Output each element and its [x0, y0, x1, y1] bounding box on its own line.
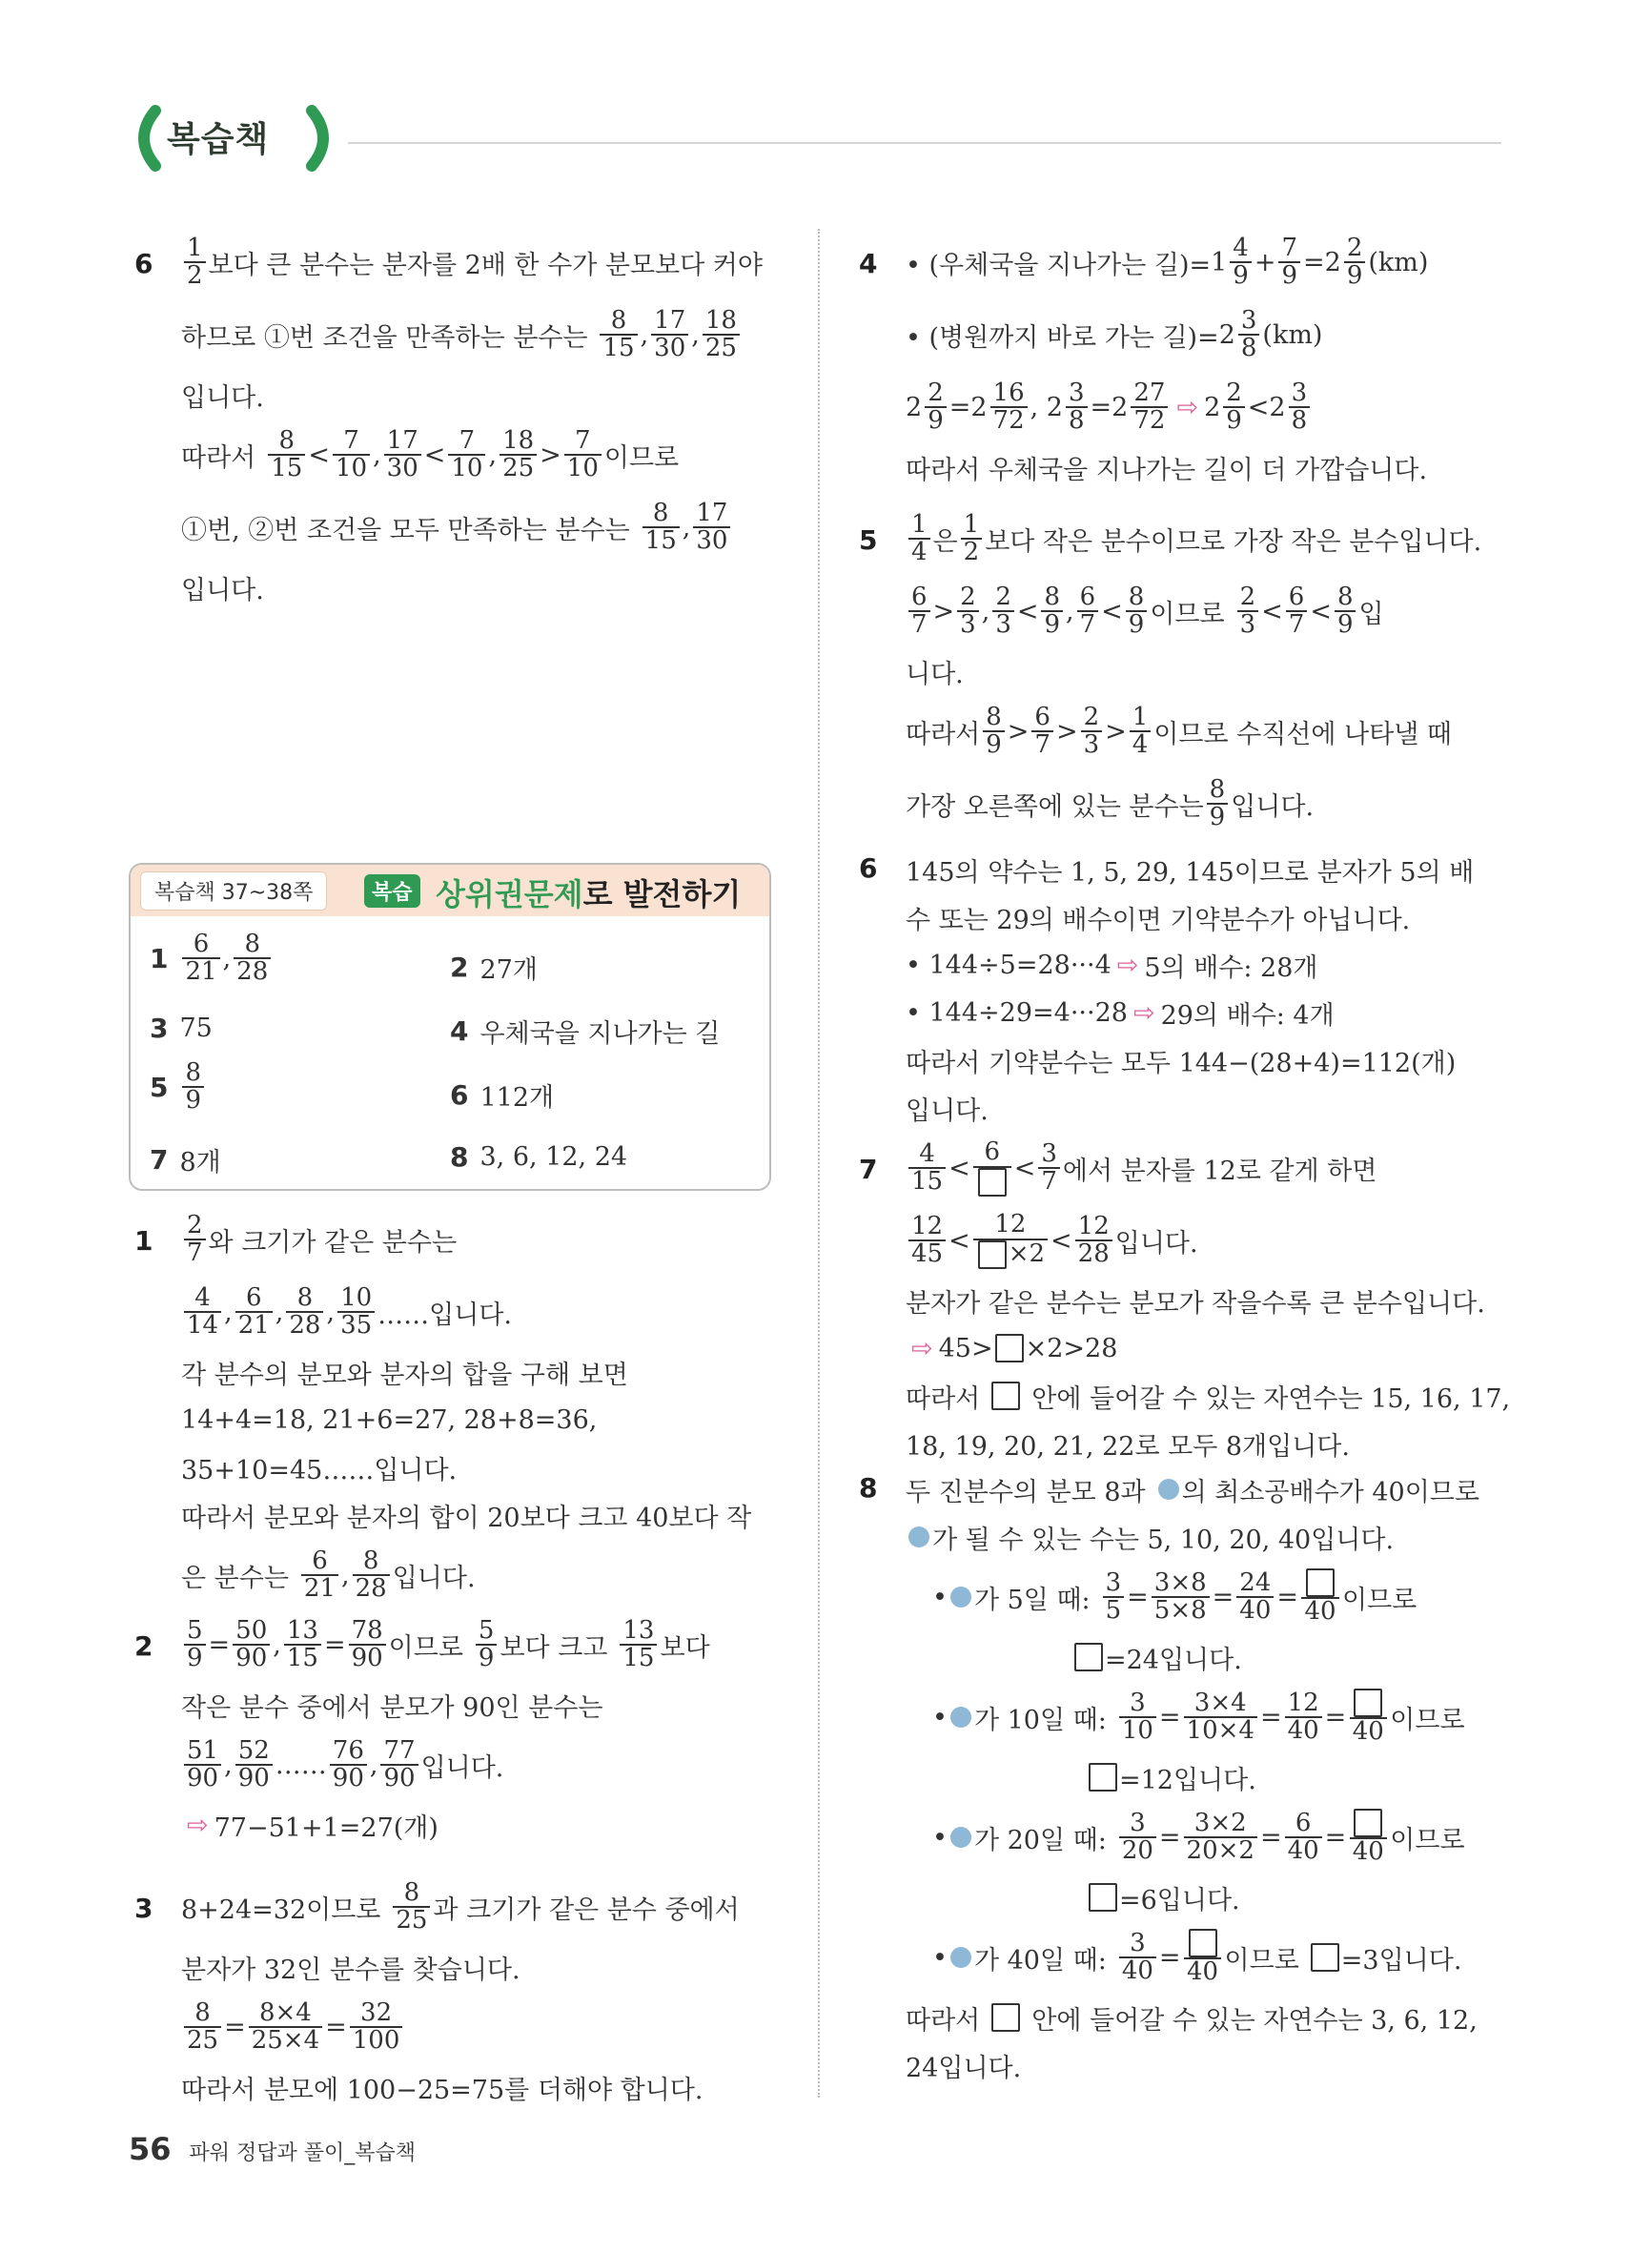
text-line: ①번, ②번 조건을 모두 만족하는 분수는 $\frac{8}{15}$ , $\frac{17}{30}$ — [181, 494, 777, 561]
text-line: $\frac{6}{7}$ > $\frac{2}{3}$ , $\frac{2}{3}$ < $\frac{8}{9}$ , $\frac{6}{7}$ < $\frac{8}{9}$ 이므로 $\frac{2}{3}$ < $\frac{6}{7}$ < $\frac{8}{9}$ 입 — [906, 578, 1511, 645]
text-line: =6입니다. — [906, 1876, 1511, 1918]
text-line: $\frac{4}{15}$ < 6 < $\frac{3}{7}$ 에서 분자를 12로 같게 하면 — [906, 1135, 1511, 1201]
text-line: 18, 19, 20, 21, 22로 모두 8개입니다. — [906, 1431, 1350, 1462]
blank-box — [1089, 1883, 1117, 1912]
text-line: 두 진분수의 분모 8과 의 최소공배수가 40이므로 — [906, 1477, 1479, 1507]
blank-box — [1311, 1943, 1339, 1972]
text-line: ⇨ 77−51+1=27(개) — [187, 1810, 438, 1843]
answer-box-header — [131, 865, 769, 916]
text-line: 따라서 $\frac{8}{9}$ > $\frac{6}{7}$ > $\frac{2}{3}$ > $\frac{1}{4}$ 이므로 수직선에 나타낼 때 — [906, 702, 1452, 759]
text-line: 따라서 안에 들어갈 수 있는 자연수는 15, 16, 17, — [906, 1375, 1511, 1417]
solution-body — [906, 849, 1511, 1135]
text-line: 니다. — [906, 659, 964, 689]
blank-box — [1354, 1809, 1382, 1837]
answer-item: 5 $\frac{8}{9}$ — [150, 1060, 207, 1115]
text-line: 24입니다. — [906, 2053, 1022, 2083]
arrow-icon: ⇨ — [1176, 392, 1199, 422]
problem-number: 6 — [859, 852, 878, 884]
text-line: 분자가 32인 분수를 찾습니다. — [181, 1955, 520, 1985]
blank-box — [995, 1334, 1024, 1362]
review-tag: 복습 — [364, 874, 420, 908]
solution-body — [906, 1468, 1511, 2092]
blank-box — [1354, 1689, 1382, 1717]
answer-item: 8 3, 6, 12, 24 — [450, 1141, 628, 1173]
solution-body — [181, 1874, 777, 2114]
answer-item: 1 $\frac{6}{21}$ , $\frac{8}{28}$ — [150, 932, 274, 986]
text-line: 14+4=18, 21+6=27, 28+8=36, — [181, 1404, 598, 1435]
text-line: $\frac{51}{90}$ , $\frac{52}{90}$ …… $\frac{76}{90}$ , $\frac{77}{90}$ 입니다. — [181, 1731, 777, 1798]
problem-number: 3 — [134, 1893, 153, 1924]
case-line: • 가 20일 때: $\frac{3}{20}$ = $\frac{3\times 2}{20\times 2}$ = $\frac{6}{40}$ = 40 이므로 — [932, 1808, 1465, 1867]
text-line: 하므로 ①번 조건을 만족하는 분수는 $\frac{8}{15}$ , $\frac{17}{30}$ , $\frac{18}{25}$ — [181, 301, 777, 368]
text-line: 입니다. — [181, 382, 264, 413]
answer-summary-box — [129, 863, 771, 1191]
page-number: 56 — [129, 2131, 172, 2167]
solution-body — [906, 1135, 1511, 1470]
answer-box-title: 상위권문제로 발전하기 — [436, 876, 742, 912]
text-line: 입니다. — [906, 1096, 989, 1126]
arrow-icon: ⇨ — [187, 1810, 209, 1840]
text-line: $\frac{1}{4}$ 은 $\frac{1}{2}$ 보다 작은 분수이므로 가장 작은 분수입니다. — [906, 505, 1511, 572]
text-line: 각 분수의 분모와 분자의 합을 구해 보면 — [181, 1360, 628, 1390]
blank-box — [991, 1382, 1020, 1410]
text-line: $\frac{2}{7}$ 와 크기가 같은 분수는 — [181, 1206, 777, 1273]
blank-box — [978, 1240, 1007, 1269]
text-line: • 144÷5=28···4 ⇨ 5의 배수: 28개 — [906, 950, 1318, 983]
blank-box — [978, 1168, 1007, 1197]
text-line: $\frac{8}{25}$ = $\frac{8\times 4}{25\times 4}$ = $\frac{32}{100}$ — [181, 1994, 777, 2060]
circle-icon — [950, 1707, 971, 1728]
text-line: 따라서 분모에 100−25=75를 더해야 합니다. — [181, 2075, 704, 2105]
text-line: • (병원까지 바로 가는 길)= 2 $\frac{3}{8}$ (km) — [906, 305, 1323, 362]
page-footer — [129, 2131, 416, 2167]
text-line: $\frac{12}{45}$ < $\frac{12}{\times 2}$ < $\frac{12}{28}$ 입니다. — [906, 1207, 1511, 1274]
text-line: 2 $\frac{2}{9}$ =2 $\frac{16}{72}$ , 2 $\frac{3}{8}$ =2 $\frac{27}{72}$ ⇨ 2 $\frac{2}{9}$ <2 $\frac{3}{8}$ — [906, 374, 1511, 440]
header-label: 복습책 — [167, 120, 270, 159]
footer-text: 파워 정답과 풀이_복습책 — [189, 2141, 417, 2165]
case-line: • 가 5일 때: $\frac{3}{5}$ = $\frac{3\times 8}{5\times 8}$ = $\frac{24}{40}$ = 40 이므로 — [932, 1567, 1417, 1627]
problem-number: 2 — [134, 1630, 153, 1662]
text-line: 따라서 우체국을 지나가는 길이 더 가깝습니다. — [906, 455, 1428, 485]
answer-item: 2 27개 — [450, 952, 538, 985]
problem-number: 7 — [859, 1154, 878, 1185]
text-line: 수 또는 29의 배수이면 기약분수가 아닙니다. — [906, 905, 1411, 935]
text-line: 은 분수는 $\frac{6}{21}$ , $\frac{8}{28}$ 입니다. — [181, 1546, 476, 1603]
column-divider — [818, 229, 820, 2098]
text-line: 따라서 안에 들어갈 수 있는 자연수는 3, 6, 12, — [906, 1997, 1511, 2038]
blank-box — [1074, 1643, 1103, 1671]
text-line: • 144÷29=4···28 ⇨ 29의 배수: 4개 — [906, 997, 1335, 1031]
solution-body — [906, 505, 1511, 843]
text-line: 가장 오른쪽에 있는 분수는 $\frac{8}{9}$ 입니다. — [906, 774, 1315, 831]
text-line: 가 될 수 있는 수는 5, 10, 20, 40입니다. — [906, 1516, 1511, 1558]
text-line: $\frac{1}{2}$ 보다 큰 분수는 분자를 2배 한 수가 분모보다 커야 — [181, 229, 777, 296]
problem-number: 6 — [134, 248, 153, 279]
text-line: 작은 분수 중에서 분모가 90인 분수는 — [181, 1692, 603, 1723]
text-line: =12입니다. — [906, 1756, 1511, 1798]
text-line: ⇨ 45> ×2>28 — [911, 1333, 1118, 1363]
text-line: 분자가 같은 분수는 분모가 작을수록 큰 분수입니다. — [906, 1288, 1485, 1319]
blank-box — [991, 2003, 1020, 2032]
answer-item: 7 8개 — [150, 1144, 221, 1178]
text-line: 8+24=32이므로 $\frac{8}{25}$ 과 크기가 같은 분수 중에서 — [181, 1877, 740, 1935]
text-line: 따라서 분모와 분자의 합이 20보다 크고 40보다 작 — [181, 1503, 752, 1533]
arrow-icon: ⇨ — [1116, 950, 1139, 980]
answer-item: 3 75 — [150, 1013, 213, 1044]
problem-number: 4 — [859, 248, 878, 279]
solution-body — [181, 1206, 777, 1614]
section-header — [129, 105, 338, 172]
text-line: =24입니다. — [906, 1636, 1511, 1678]
circle-icon — [950, 1587, 971, 1608]
solution-body — [181, 229, 777, 614]
text-line: 35+10=45……입니다. — [181, 1455, 458, 1485]
text-line: 145의 약수는 1, 5, 29, 145이므로 분자가 5의 배 — [906, 857, 1475, 888]
blank-box — [1089, 1763, 1117, 1792]
blank-box — [1306, 1568, 1335, 1597]
arrow-icon: ⇨ — [911, 1333, 933, 1363]
text-line: 입니다. — [181, 575, 264, 605]
page-range: 복습책 37~38쪽 — [140, 871, 327, 911]
arrow-icon: ⇨ — [1132, 997, 1155, 1028]
answer-item: 4 우체국을 지나가는 길 — [450, 1015, 721, 1049]
text-line: $\frac{5}{9}$ = $\frac{50}{90}$ , $\frac{13}{15}$ = $\frac{78}{90}$ 이므로 $\frac{5}{9}$ 보다 크고 $\frac{13}{15}$ 보다 — [181, 1611, 777, 1678]
problem-number: 5 — [859, 524, 878, 556]
problem-number: 1 — [134, 1225, 153, 1257]
blank-box — [1189, 1929, 1217, 1957]
text-line: $\frac{4}{14}$ , $\frac{6}{21}$ , $\frac{8}{28}$ , $\frac{10}{35}$ ……입니다. — [181, 1279, 777, 1345]
text-line: 따라서 기약분수는 모두 144−(28+4)=112(개) — [906, 1048, 1457, 1078]
solution-body — [181, 1611, 777, 1852]
case-line: • 가 10일 때: $\frac{3}{10}$ = $\frac{3\times 4}{10\times 4}$ = $\frac{12}{40}$ = 40 이므로 — [932, 1688, 1465, 1747]
circle-icon — [1158, 1479, 1179, 1500]
solution-body — [906, 229, 1511, 494]
problem-number: 8 — [859, 1472, 878, 1504]
circle-icon — [950, 1947, 971, 1968]
text-line: 따라서 $\frac{8}{15}$ < $\frac{7}{10}$ , $\frac{17}{30}$ < $\frac{7}{10}$ , $\frac{18}{25}$ > $\frac{7}{10}$ 이므로 — [181, 425, 680, 482]
circle-icon — [950, 1827, 971, 1848]
text-line: • (우체국을 지나가는 길)= 1 $\frac{4}{9}$ + $\frac{7}{9}$ =2 $\frac{2}{9}$ (km) — [906, 233, 1429, 290]
circle-icon — [908, 1526, 929, 1547]
case-line: • 가 40일 때: $\frac{3}{40}$ = 40 이므로 =3입니다. — [932, 1928, 1462, 1987]
header-rule — [348, 142, 1501, 144]
answer-item: 6 112개 — [450, 1079, 555, 1113]
